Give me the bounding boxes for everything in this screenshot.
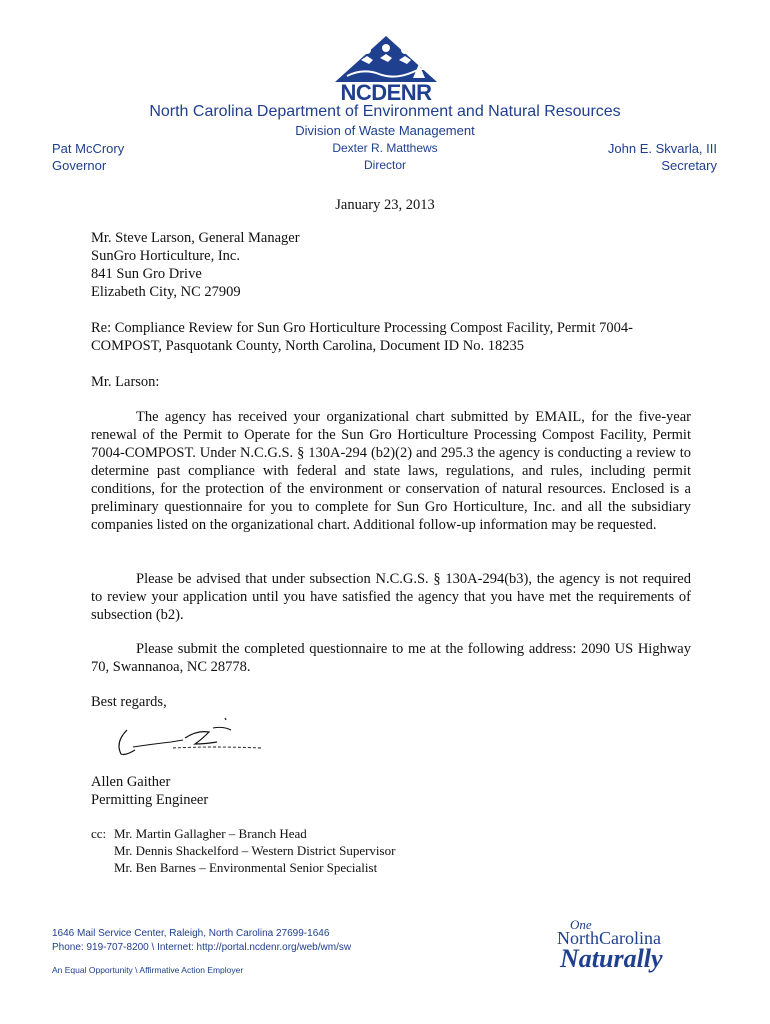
department-name: North Carolina Department of Environment and Natural Resources bbox=[149, 103, 621, 120]
signature-image bbox=[113, 714, 263, 760]
director-title: Director bbox=[363, 158, 406, 172]
brand-naturally: Naturally bbox=[560, 944, 663, 973]
body-paragraph: The agency has received your organizational chart submitted by EMAIL, for the five-year renewal of the Permit to Operate for the Sun Gro Horticulture Processing Compost Facility, Permit 7004-COMPOST. Under N.C.G.S. § 130A-294 (b2)(2) and 295.3 the agency is conducting a review to determine past compliance with federal and state laws, regulations, and rules, including permit conditions, for the protection of the environment or conservation of natural resources. Enclosed is a preliminary questionnaire for you to complete for Sun Gro Horticulture, Inc. and all the subsidiary companies listed on the organizational chart. Additional follow-up information may be requested. bbox=[91, 409, 691, 533]
subject-line: Re: Compliance Review for Sun Gro Horticulture Processing Compost Facility, Permit 7004-COMPOST, Pasquotank County, North Carolina, Document ID No. 18235 bbox=[91, 320, 633, 354]
cc-label: cc: bbox=[91, 826, 107, 841]
footer-address: 1646 Mail Service Center, Raleigh, North Carolina 27699-1646 bbox=[52, 928, 330, 939]
governor-title: Governor bbox=[52, 158, 107, 173]
signer-name: Allen Gaither bbox=[91, 774, 171, 790]
recipient-line: 841 Sun Gro Drive bbox=[91, 266, 202, 282]
recipient-line: Elizabeth City, NC 27909 bbox=[91, 284, 241, 300]
secretary-title: Secretary bbox=[661, 158, 717, 173]
cc-list bbox=[91, 825, 395, 876]
division-name: Division of Waste Management bbox=[295, 123, 475, 138]
cc-item: Mr. Martin Gallagher – Branch Head bbox=[114, 826, 307, 841]
recipient-address bbox=[91, 229, 300, 301]
letter-date: January 23, 2013 bbox=[335, 197, 435, 213]
brand-northcarolina: NorthCarolina bbox=[557, 928, 661, 948]
logo-text: NCDENR bbox=[340, 80, 432, 105]
recipient-line: SunGro Horticulture, Inc. bbox=[91, 248, 240, 264]
cc-item: Mr. Ben Barnes – Environmental Senior Specialist bbox=[114, 860, 378, 875]
secretary-name: John E. Skvarla, III bbox=[607, 141, 717, 156]
footer-eoe: An Equal Opportunity \ Affirmative Action Employer bbox=[52, 965, 244, 975]
closing: Best regards, bbox=[91, 694, 167, 710]
body-paragraph: Please be advised that under subsection N.C.G.S. § 130A-294(b3), the agency is not required to review your application until you have satisfied the agency that you have met the requirements of subsection (b2). bbox=[91, 571, 691, 623]
footer-phone-web: Phone: 919-707-8200 \ Internet: http://portal.ncdenr.org/web/wm/sw bbox=[52, 942, 352, 953]
cc-item: Mr. Dennis Shackelford – Western District Supervisor bbox=[114, 843, 396, 858]
body-paragraph: Please submit the completed questionnaire to me at the following address: 2090 US Highway 70, Swannanoa, NC 28778. bbox=[91, 641, 691, 675]
signer-title: Permitting Engineer bbox=[91, 792, 209, 808]
recipient-line: Mr. Steve Larson, General Manager bbox=[91, 230, 300, 246]
governor-name: Pat McCrory bbox=[52, 141, 125, 156]
director-name: Dexter R. Matthews bbox=[332, 141, 438, 155]
salutation: Mr. Larson: bbox=[91, 374, 160, 390]
brand-one: One bbox=[570, 917, 592, 932]
footer-contact bbox=[52, 927, 351, 955]
